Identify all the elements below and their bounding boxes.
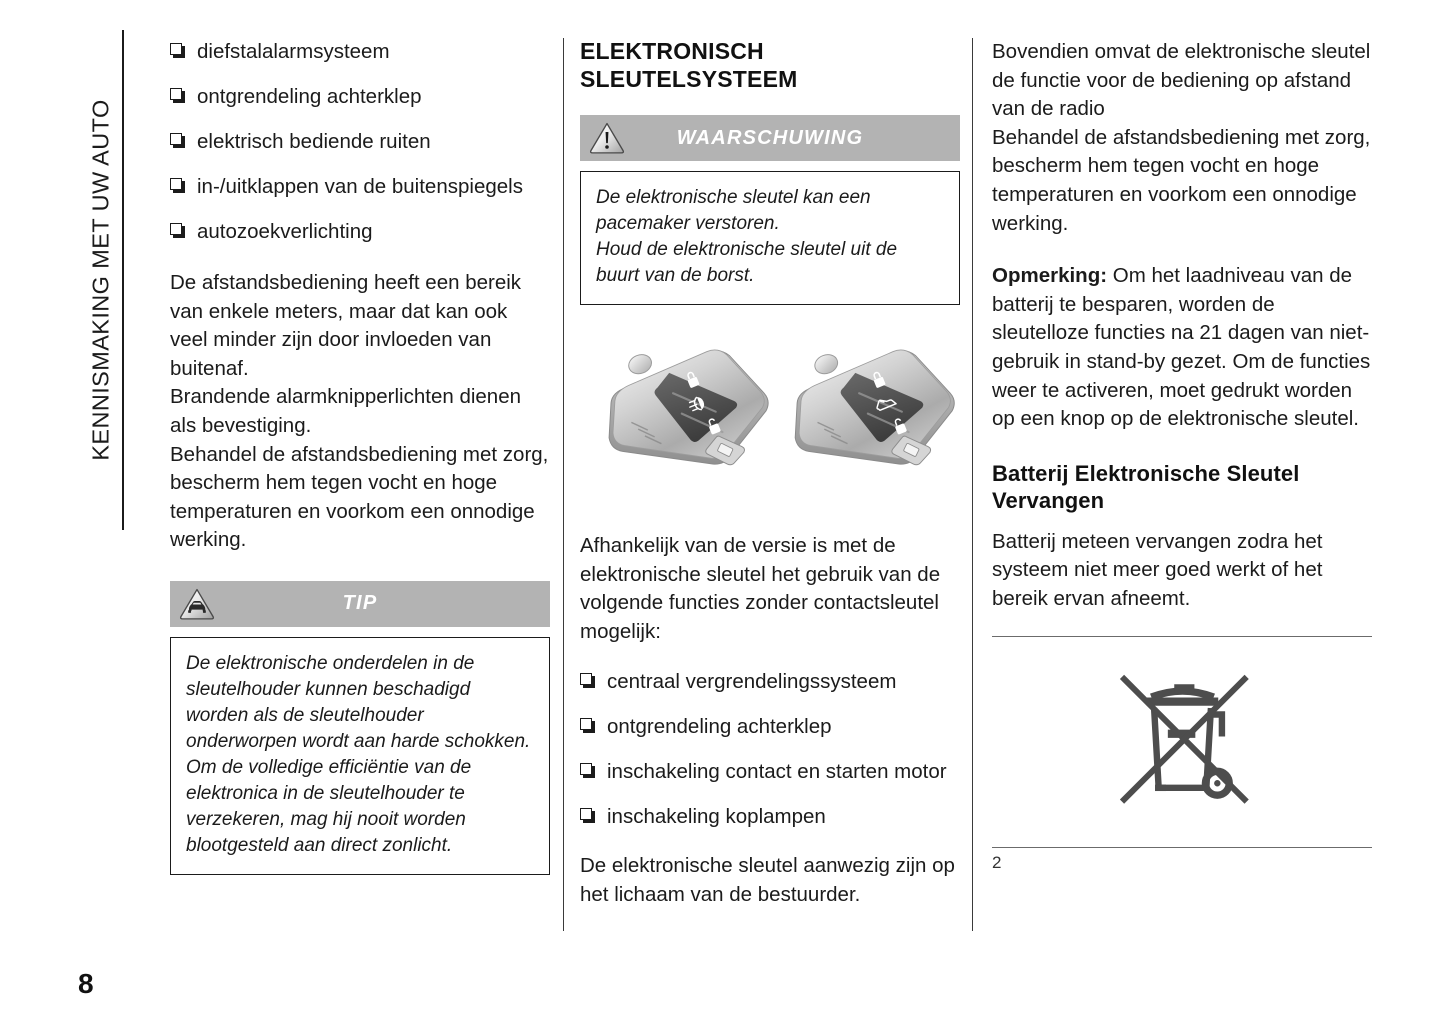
warning-callout bbox=[580, 115, 960, 305]
warning-paragraph-2: Houd de elektronische sleutel uit de buurt van de borst. bbox=[596, 239, 898, 286]
box-bullet-icon bbox=[580, 763, 595, 778]
list-item bbox=[170, 173, 550, 200]
function-list bbox=[580, 668, 960, 830]
tip-paragraph-2: Om de volledige efficiëntie van de elektronica in de sleutelhouder te verzekeren, mag hij nooit worden blootgesteld aan direct zonlicht. bbox=[186, 756, 472, 856]
right-paragraph-1: Bovendien omvat de elektronische sleutel de functie voor de bediening op afstand van de radio bbox=[992, 40, 1371, 121]
list-item bbox=[580, 668, 960, 695]
chapter-tab bbox=[78, 30, 124, 530]
middle-intro-paragraph: Afhankelijk van de versie is met de elektronische sleutel het gebruik van de volgende functies zonder contactsleutel mogelijk: bbox=[580, 534, 941, 643]
list-item-label: ontgrendeling achterklep bbox=[197, 85, 422, 108]
feature-list bbox=[170, 38, 550, 245]
list-item bbox=[580, 713, 960, 740]
list-item bbox=[580, 758, 960, 785]
warning-paragraph-1: De elektronische sleutel kan een pacemaker verstoren. bbox=[596, 187, 871, 234]
box-bullet-icon bbox=[580, 673, 595, 688]
middle-column bbox=[580, 38, 960, 910]
box-bullet-icon bbox=[170, 133, 185, 148]
box-bullet-icon bbox=[170, 88, 185, 103]
list-item-label: ontgrendeling achterklep bbox=[607, 715, 832, 739]
page-number: 8 bbox=[78, 968, 94, 999]
exclamation-warning-triangle-icon bbox=[588, 121, 626, 155]
list-item-label: in-/uitklappen van de buitenspiegels bbox=[197, 175, 523, 198]
list-item bbox=[170, 83, 550, 110]
box-bullet-icon bbox=[580, 808, 595, 823]
box-bullet-icon bbox=[580, 718, 595, 733]
warning-callout-body bbox=[580, 171, 960, 305]
right-paragraph-2: Behandel de afstandsbediening met zorg, bescherm hem tegen vocht en hoge temperaturen en voorkom een onnodige werking. bbox=[992, 125, 1371, 235]
crossed-out-wheelie-bin-icon bbox=[1100, 664, 1265, 820]
middle-outro-paragraph: De elektronische sleutel aanwezig zijn op het lichaam van de bestuurder. bbox=[580, 854, 955, 906]
box-bullet-icon bbox=[170, 223, 185, 238]
list-item-label: autozoekverlichting bbox=[197, 220, 373, 243]
figure-bottom-rule bbox=[992, 847, 1372, 848]
section-subheading: Batterij Elektronische Sleutel Vervangen bbox=[992, 460, 1300, 513]
tip-callout bbox=[170, 581, 550, 875]
key-fob-figure bbox=[580, 335, 960, 500]
list-item-label: diefstalalarmsysteem bbox=[197, 40, 390, 63]
left-paragraph-1: De afstandsbediening heeft een bereik van enkele meters, maar dat kan ook veel minder zijn door invloeden van buitenaf. bbox=[170, 271, 522, 380]
list-item-label: centraal vergrendelingssysteem bbox=[607, 670, 897, 694]
list-item bbox=[170, 218, 550, 245]
note-paragraph bbox=[992, 262, 1372, 434]
right-paragraph-3: Batterij meteen vervangen zodra het systeem niet meer goed werkt of het bereik ervan afneemt. bbox=[992, 529, 1323, 610]
box-bullet-icon bbox=[170, 178, 185, 193]
warning-callout-header bbox=[580, 115, 960, 161]
left-paragraph-2: Brandende alarmknipperlichten dienen als bevestiging. bbox=[170, 385, 522, 437]
list-item bbox=[170, 38, 550, 65]
note-text: Om het laadniveau van de batterij te besparen, worden de sleutelloze functies na 21 dagen van niet-gebruik in stand-by gezet. Om de functies weer te activeren, moet gedrukt worden op een knop op de elektronische sleutel. bbox=[992, 264, 1371, 431]
page-title: ELEKTRONISCH SLEUTELSYSTEEM bbox=[580, 38, 798, 92]
tip-paragraph-1: De elektronische onderdelen in de sleutelhouder kunnen beschadigd worden als de sleutelhouder onderworpen wordt aan harde schokken. bbox=[186, 652, 531, 752]
weee-figure bbox=[992, 637, 1372, 847]
tip-callout-title: TIP bbox=[342, 592, 378, 615]
chapter-tab-label: KENNISMAKING MET UW AUTO bbox=[87, 99, 114, 461]
left-column bbox=[170, 38, 550, 875]
chapter-tab-rule bbox=[122, 30, 124, 530]
note-label: Opmerking: bbox=[992, 264, 1108, 288]
tip-callout-header bbox=[170, 581, 550, 627]
column-divider-2 bbox=[972, 38, 973, 931]
figure-number: 2 bbox=[992, 852, 1002, 872]
tip-callout-body bbox=[170, 637, 550, 875]
warning-callout-title: WAARSCHUWING bbox=[676, 126, 864, 149]
right-column bbox=[992, 38, 1372, 873]
car-warning-triangle-icon bbox=[178, 587, 216, 621]
list-item bbox=[580, 803, 960, 830]
list-item-label: inschakeling koplampen bbox=[607, 805, 826, 829]
left-paragraph-3: Behandel de afstandsbediening met zorg, bescherm hem tegen vocht en hoge temperaturen en voorkom een onnodige werking. bbox=[170, 442, 549, 552]
list-item-label: elektrisch bediende ruiten bbox=[197, 130, 431, 153]
list-item bbox=[170, 128, 550, 155]
box-bullet-icon bbox=[170, 43, 185, 58]
list-item-label: inschakeling contact en starten motor bbox=[607, 760, 947, 784]
column-divider-1 bbox=[563, 38, 564, 931]
